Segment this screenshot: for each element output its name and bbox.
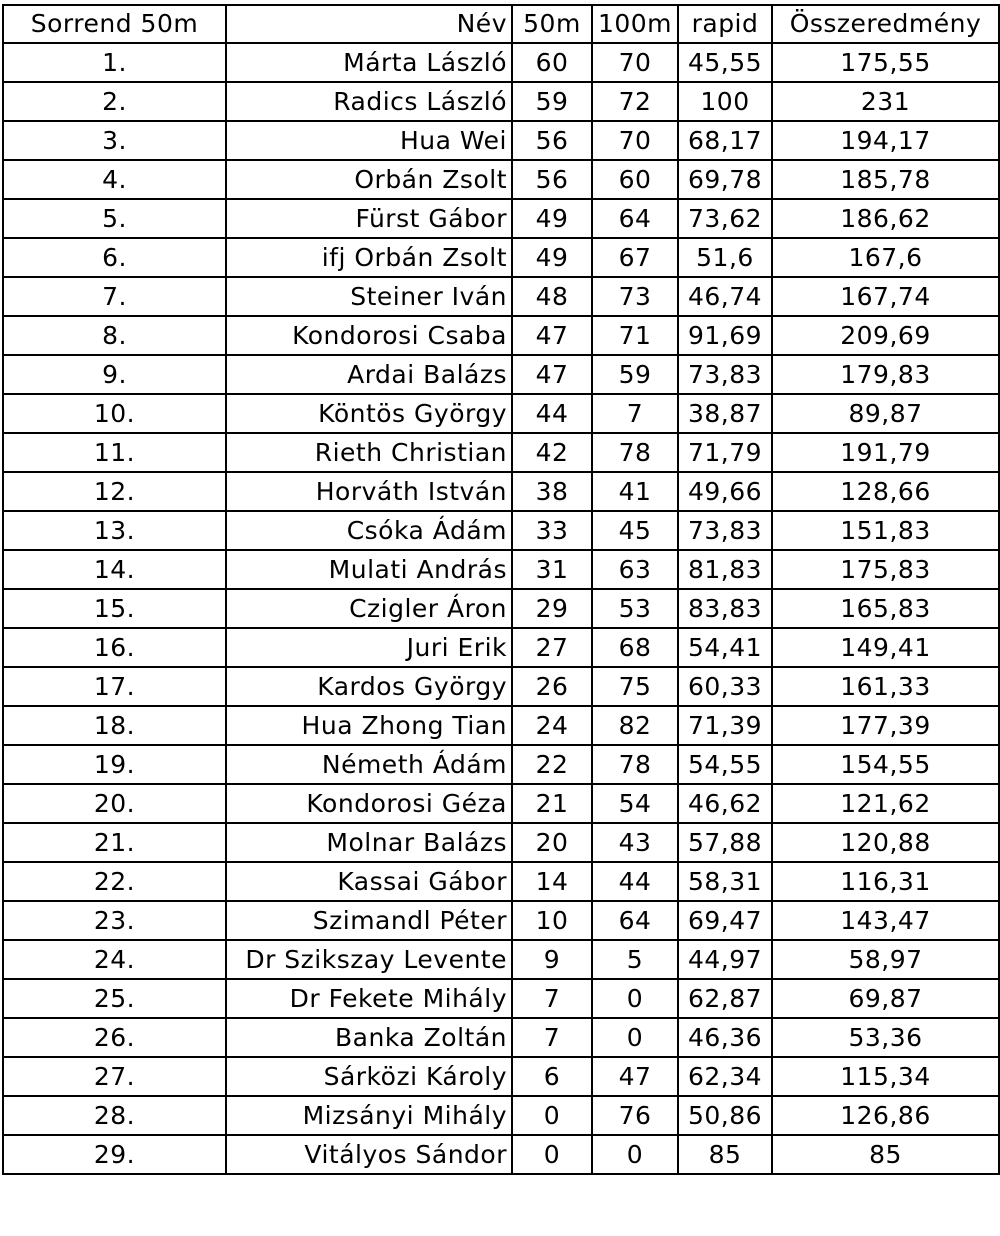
cell-100m: 82 (592, 706, 678, 745)
cell-50m: 60 (512, 43, 592, 82)
cell-name: Banka Zoltán (226, 1018, 512, 1057)
table-row (3, 82, 999, 121)
cell-50m: 42 (512, 433, 592, 472)
cell-100m: 68 (592, 628, 678, 667)
table-row (3, 550, 999, 589)
table-row (3, 706, 999, 745)
table-row (3, 472, 999, 511)
table-row (3, 43, 999, 82)
cell-rapid: 58,31 (678, 862, 772, 901)
cell-50m: 7 (512, 979, 592, 1018)
cell-name: Rieth Christian (226, 433, 512, 472)
cell-rapid: 68,17 (678, 121, 772, 160)
cell-name: Czigler Áron (226, 589, 512, 628)
cell-100m: 72 (592, 82, 678, 121)
table-row (3, 823, 999, 862)
header-rapid: rapid (678, 5, 772, 43)
cell-rank: 10. (3, 394, 226, 433)
cell-rank: 20. (3, 784, 226, 823)
cell-rapid: 81,83 (678, 550, 772, 589)
cell-total: 231 (772, 82, 999, 121)
cell-name: Dr Szikszay Levente (226, 940, 512, 979)
cell-rank: 15. (3, 589, 226, 628)
table-row (3, 316, 999, 355)
cell-rapid: 100 (678, 82, 772, 121)
cell-total: 85 (772, 1135, 999, 1174)
header-50m: 50m (512, 5, 592, 43)
table-row (3, 745, 999, 784)
cell-total: 165,83 (772, 589, 999, 628)
cell-name: Ardai Balázs (226, 355, 512, 394)
results-table (2, 4, 1000, 1175)
table-row (3, 901, 999, 940)
cell-total: 149,41 (772, 628, 999, 667)
header-row (3, 5, 999, 43)
cell-total: 53,36 (772, 1018, 999, 1057)
cell-50m: 21 (512, 784, 592, 823)
cell-total: 175,55 (772, 43, 999, 82)
table-row (3, 238, 999, 277)
cell-100m: 43 (592, 823, 678, 862)
cell-50m: 56 (512, 121, 592, 160)
cell-total: 69,87 (772, 979, 999, 1018)
cell-rank: 6. (3, 238, 226, 277)
cell-rapid: 73,83 (678, 355, 772, 394)
cell-50m: 10 (512, 901, 592, 940)
cell-100m: 63 (592, 550, 678, 589)
cell-100m: 44 (592, 862, 678, 901)
table-row (3, 1057, 999, 1096)
cell-100m: 53 (592, 589, 678, 628)
header-rank: Sorrend 50m (3, 5, 226, 43)
cell-100m: 7 (592, 394, 678, 433)
cell-rank: 12. (3, 472, 226, 511)
table-row (3, 1018, 999, 1057)
cell-rank: 28. (3, 1096, 226, 1135)
table-row (3, 121, 999, 160)
cell-rapid: 60,33 (678, 667, 772, 706)
cell-name: Németh Ádám (226, 745, 512, 784)
cell-100m: 64 (592, 901, 678, 940)
cell-name: Kardos György (226, 667, 512, 706)
cell-50m: 0 (512, 1135, 592, 1174)
cell-50m: 33 (512, 511, 592, 550)
cell-100m: 5 (592, 940, 678, 979)
table-row (3, 1096, 999, 1135)
cell-rapid: 46,36 (678, 1018, 772, 1057)
cell-total: 161,33 (772, 667, 999, 706)
cell-total: 89,87 (772, 394, 999, 433)
cell-rank: 2. (3, 82, 226, 121)
cell-50m: 9 (512, 940, 592, 979)
cell-total: 128,66 (772, 472, 999, 511)
cell-100m: 59 (592, 355, 678, 394)
cell-100m: 75 (592, 667, 678, 706)
table-header (3, 5, 999, 43)
cell-total: 121,62 (772, 784, 999, 823)
cell-total: 177,39 (772, 706, 999, 745)
cell-name: Dr Fekete Mihály (226, 979, 512, 1018)
table-row (3, 667, 999, 706)
cell-total: 115,34 (772, 1057, 999, 1096)
cell-50m: 6 (512, 1057, 592, 1096)
header-name: Név (226, 5, 512, 43)
cell-100m: 78 (592, 433, 678, 472)
cell-name: Vitályos Sándor (226, 1135, 512, 1174)
cell-total: 58,97 (772, 940, 999, 979)
cell-100m: 73 (592, 277, 678, 316)
cell-rapid: 57,88 (678, 823, 772, 862)
cell-name: Sárközi Károly (226, 1057, 512, 1096)
cell-rank: 11. (3, 433, 226, 472)
cell-100m: 41 (592, 472, 678, 511)
cell-rank: 8. (3, 316, 226, 355)
cell-rapid: 91,69 (678, 316, 772, 355)
cell-name: Molnar Balázs (226, 823, 512, 862)
cell-100m: 71 (592, 316, 678, 355)
cell-rapid: 85 (678, 1135, 772, 1174)
cell-100m: 45 (592, 511, 678, 550)
table-row (3, 355, 999, 394)
cell-rank: 25. (3, 979, 226, 1018)
cell-100m: 64 (592, 199, 678, 238)
table-row (3, 979, 999, 1018)
cell-50m: 49 (512, 199, 592, 238)
cell-rank: 26. (3, 1018, 226, 1057)
table-row (3, 199, 999, 238)
cell-rank: 17. (3, 667, 226, 706)
table-row (3, 1135, 999, 1174)
cell-100m: 54 (592, 784, 678, 823)
cell-100m: 76 (592, 1096, 678, 1135)
cell-50m: 14 (512, 862, 592, 901)
cell-total: 185,78 (772, 160, 999, 199)
cell-name: ifj Orbán Zsolt (226, 238, 512, 277)
cell-rank: 16. (3, 628, 226, 667)
cell-50m: 29 (512, 589, 592, 628)
cell-50m: 48 (512, 277, 592, 316)
cell-name: Mizsányi Mihály (226, 1096, 512, 1135)
table-row (3, 433, 999, 472)
cell-total: 191,79 (772, 433, 999, 472)
cell-rapid: 49,66 (678, 472, 772, 511)
cell-name: Orbán Zsolt (226, 160, 512, 199)
cell-rapid: 44,97 (678, 940, 772, 979)
cell-name: Hua Wei (226, 121, 512, 160)
cell-50m: 22 (512, 745, 592, 784)
cell-total: 167,74 (772, 277, 999, 316)
table-row (3, 940, 999, 979)
cell-rank: 9. (3, 355, 226, 394)
cell-rapid: 46,62 (678, 784, 772, 823)
cell-total: 186,62 (772, 199, 999, 238)
cell-rapid: 71,39 (678, 706, 772, 745)
cell-50m: 0 (512, 1096, 592, 1135)
cell-name: Kassai Gábor (226, 862, 512, 901)
cell-100m: 67 (592, 238, 678, 277)
cell-100m: 47 (592, 1057, 678, 1096)
cell-total: 126,86 (772, 1096, 999, 1135)
cell-rapid: 50,86 (678, 1096, 772, 1135)
cell-name: Hua Zhong Tian (226, 706, 512, 745)
cell-name: Kondorosi Géza (226, 784, 512, 823)
cell-50m: 27 (512, 628, 592, 667)
cell-total: 194,17 (772, 121, 999, 160)
cell-100m: 0 (592, 1018, 678, 1057)
cell-total: 154,55 (772, 745, 999, 784)
cell-total: 167,6 (772, 238, 999, 277)
cell-rapid: 71,79 (678, 433, 772, 472)
table-body (3, 43, 999, 1174)
header-100m: 100m (592, 5, 678, 43)
cell-rapid: 38,87 (678, 394, 772, 433)
cell-rank: 29. (3, 1135, 226, 1174)
table-row (3, 589, 999, 628)
cell-name: Radics László (226, 82, 512, 121)
header-total: Összeredmény (772, 5, 999, 43)
cell-name: Steiner Iván (226, 277, 512, 316)
cell-total: 151,83 (772, 511, 999, 550)
cell-total: 179,83 (772, 355, 999, 394)
cell-rank: 3. (3, 121, 226, 160)
cell-rapid: 62,34 (678, 1057, 772, 1096)
cell-rapid: 83,83 (678, 589, 772, 628)
cell-50m: 49 (512, 238, 592, 277)
cell-rank: 14. (3, 550, 226, 589)
cell-rank: 22. (3, 862, 226, 901)
cell-rapid: 73,83 (678, 511, 772, 550)
cell-100m: 78 (592, 745, 678, 784)
cell-rapid: 73,62 (678, 199, 772, 238)
table-row (3, 394, 999, 433)
cell-50m: 44 (512, 394, 592, 433)
cell-50m: 47 (512, 355, 592, 394)
cell-rank: 5. (3, 199, 226, 238)
cell-rapid: 69,78 (678, 160, 772, 199)
cell-50m: 56 (512, 160, 592, 199)
cell-name: Horváth István (226, 472, 512, 511)
cell-rank: 4. (3, 160, 226, 199)
cell-rapid: 54,55 (678, 745, 772, 784)
cell-rank: 21. (3, 823, 226, 862)
cell-rapid: 46,74 (678, 277, 772, 316)
cell-name: Fürst Gábor (226, 199, 512, 238)
table-row (3, 160, 999, 199)
cell-rank: 18. (3, 706, 226, 745)
cell-50m: 38 (512, 472, 592, 511)
cell-rank: 19. (3, 745, 226, 784)
cell-rank: 13. (3, 511, 226, 550)
cell-50m: 31 (512, 550, 592, 589)
cell-rank: 27. (3, 1057, 226, 1096)
cell-name: Márta László (226, 43, 512, 82)
cell-50m: 7 (512, 1018, 592, 1057)
cell-name: Mulati András (226, 550, 512, 589)
cell-50m: 59 (512, 82, 592, 121)
cell-total: 143,47 (772, 901, 999, 940)
cell-50m: 24 (512, 706, 592, 745)
cell-rapid: 54,41 (678, 628, 772, 667)
table-row (3, 862, 999, 901)
table-row (3, 277, 999, 316)
cell-total: 175,83 (772, 550, 999, 589)
cell-50m: 47 (512, 316, 592, 355)
cell-100m: 70 (592, 121, 678, 160)
cell-rapid: 62,87 (678, 979, 772, 1018)
cell-total: 209,69 (772, 316, 999, 355)
cell-rank: 7. (3, 277, 226, 316)
cell-100m: 0 (592, 1135, 678, 1174)
table-row (3, 628, 999, 667)
cell-100m: 60 (592, 160, 678, 199)
table-row (3, 511, 999, 550)
cell-rapid: 69,47 (678, 901, 772, 940)
cell-name: Szimandl Péter (226, 901, 512, 940)
cell-total: 116,31 (772, 862, 999, 901)
cell-100m: 70 (592, 43, 678, 82)
cell-rapid: 51,6 (678, 238, 772, 277)
cell-total: 120,88 (772, 823, 999, 862)
cell-name: Csóka Ádám (226, 511, 512, 550)
cell-rank: 23. (3, 901, 226, 940)
cell-rank: 24. (3, 940, 226, 979)
cell-50m: 26 (512, 667, 592, 706)
cell-rapid: 45,55 (678, 43, 772, 82)
cell-50m: 20 (512, 823, 592, 862)
table-row (3, 784, 999, 823)
cell-name: Kondorosi Csaba (226, 316, 512, 355)
cell-name: Köntös György (226, 394, 512, 433)
cell-name: Juri Erik (226, 628, 512, 667)
cell-100m: 0 (592, 979, 678, 1018)
cell-rank: 1. (3, 43, 226, 82)
